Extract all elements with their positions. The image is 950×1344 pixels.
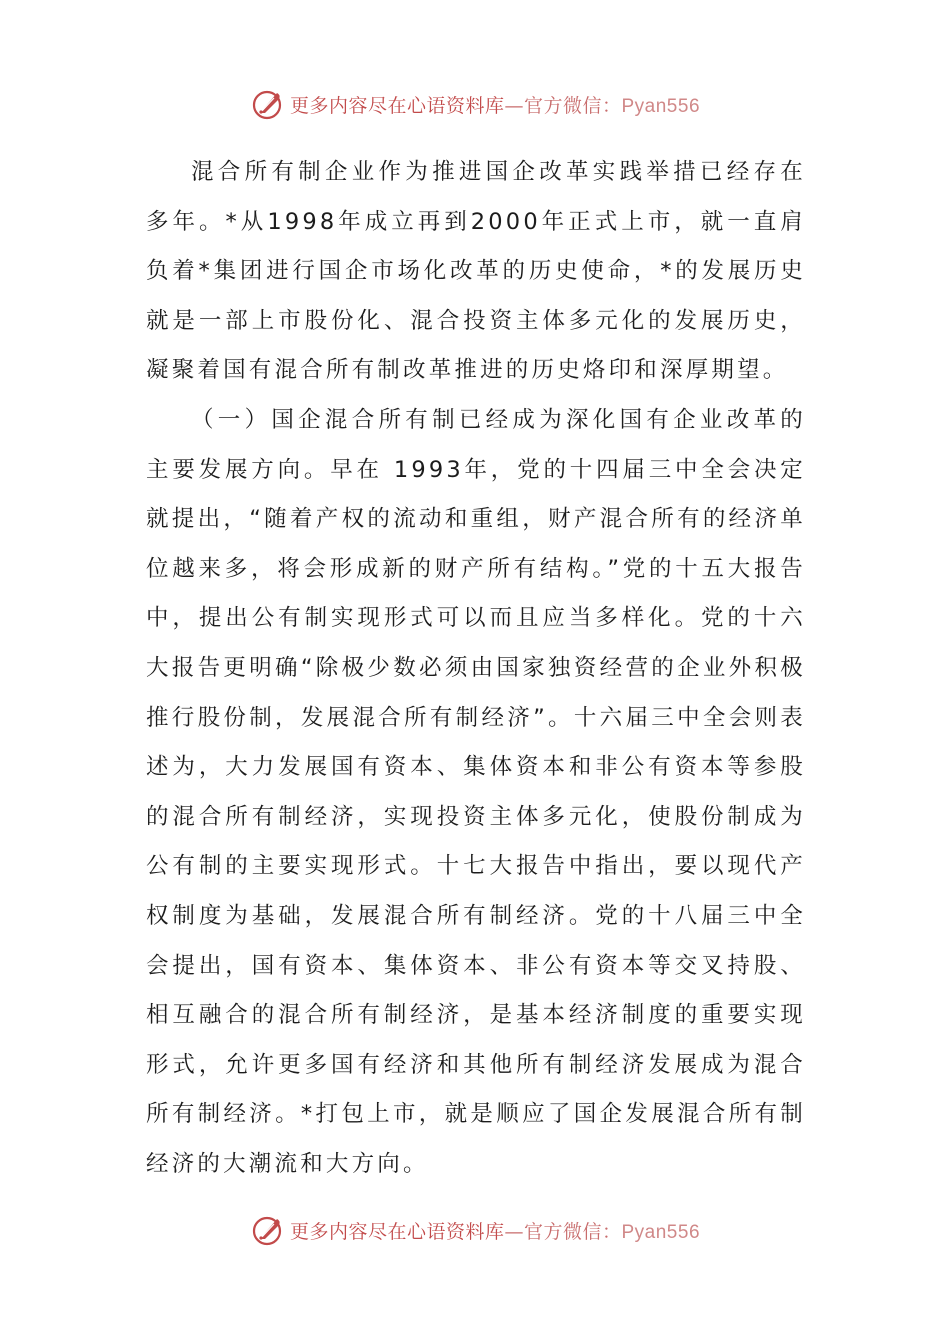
watermark-dash: — xyxy=(504,1220,524,1243)
body-paragraph-section-1: （一）国企混合所有制已经成为深化国有企业改革的主要发展方向。早在 1993年，党的十四届三中全会决定就提出，“随着产权的流动和重组，财产混合所有的经济单位越来多，将会形成新的财产所有结构。”党的十五大报告中，提出公有制实现形式可以而且应当多样化。党的十六大报告更明确“除极少数必须由国家独资经营的企业外积极推行股份制，发展混合所有制经济”。十六届三中全会则表述为，大力发展国有资本、集体资本和非公有资本等参股的混合所有制经济，实现投资主体多元化，使股份制成为公有制的主要实现形式。十七大报告中指出，要以现代产权制度为基础，发展混合所有制经济。党的十八届三中全会提出，国有资本、集体资本、非公有资本等交叉持股、相互融合的混合所有制经济，是基本经济制度的重要实现形式，允许更多国有经济和其他所有制经济发展成为混合所有制经济。*打包上市，就是顺应了国企发展混合所有制经济的大潮流和大方向。 xyxy=(146,406,806,1177)
watermark-text xyxy=(290,1217,700,1244)
quill-logo-icon xyxy=(250,86,286,122)
body-paragraph-intro: 混合所有制企业作为推进国企改革实践举措已经存在多年。*从1998年成立再到2000年正式上市，就一直肩负着*集团进行国企市场化改革的历史使命，*的发展历史就是一部上市股份化、混合投资主体多元化的发展历史，凝聚着国有混合所有制改革推进的历史烙印和深厚期望。 xyxy=(146,159,806,384)
wechat-label: 官方微信： xyxy=(523,94,622,117)
footer-watermark-banner xyxy=(0,1210,950,1250)
quill-logo-icon xyxy=(250,1212,286,1248)
watermark-main-text: 更多内容尽在心语资料库 xyxy=(289,1220,505,1243)
wechat-label: 官方微信： xyxy=(523,1220,622,1243)
watermark-dash: — xyxy=(504,94,524,117)
document-body xyxy=(146,148,806,1189)
wechat-id: Pyan556 xyxy=(621,1221,701,1243)
watermark-main-text: 更多内容尽在心语资料库 xyxy=(289,94,505,117)
header-watermark-banner xyxy=(0,84,950,124)
watermark-text xyxy=(290,91,700,118)
wechat-id: Pyan556 xyxy=(621,95,701,117)
